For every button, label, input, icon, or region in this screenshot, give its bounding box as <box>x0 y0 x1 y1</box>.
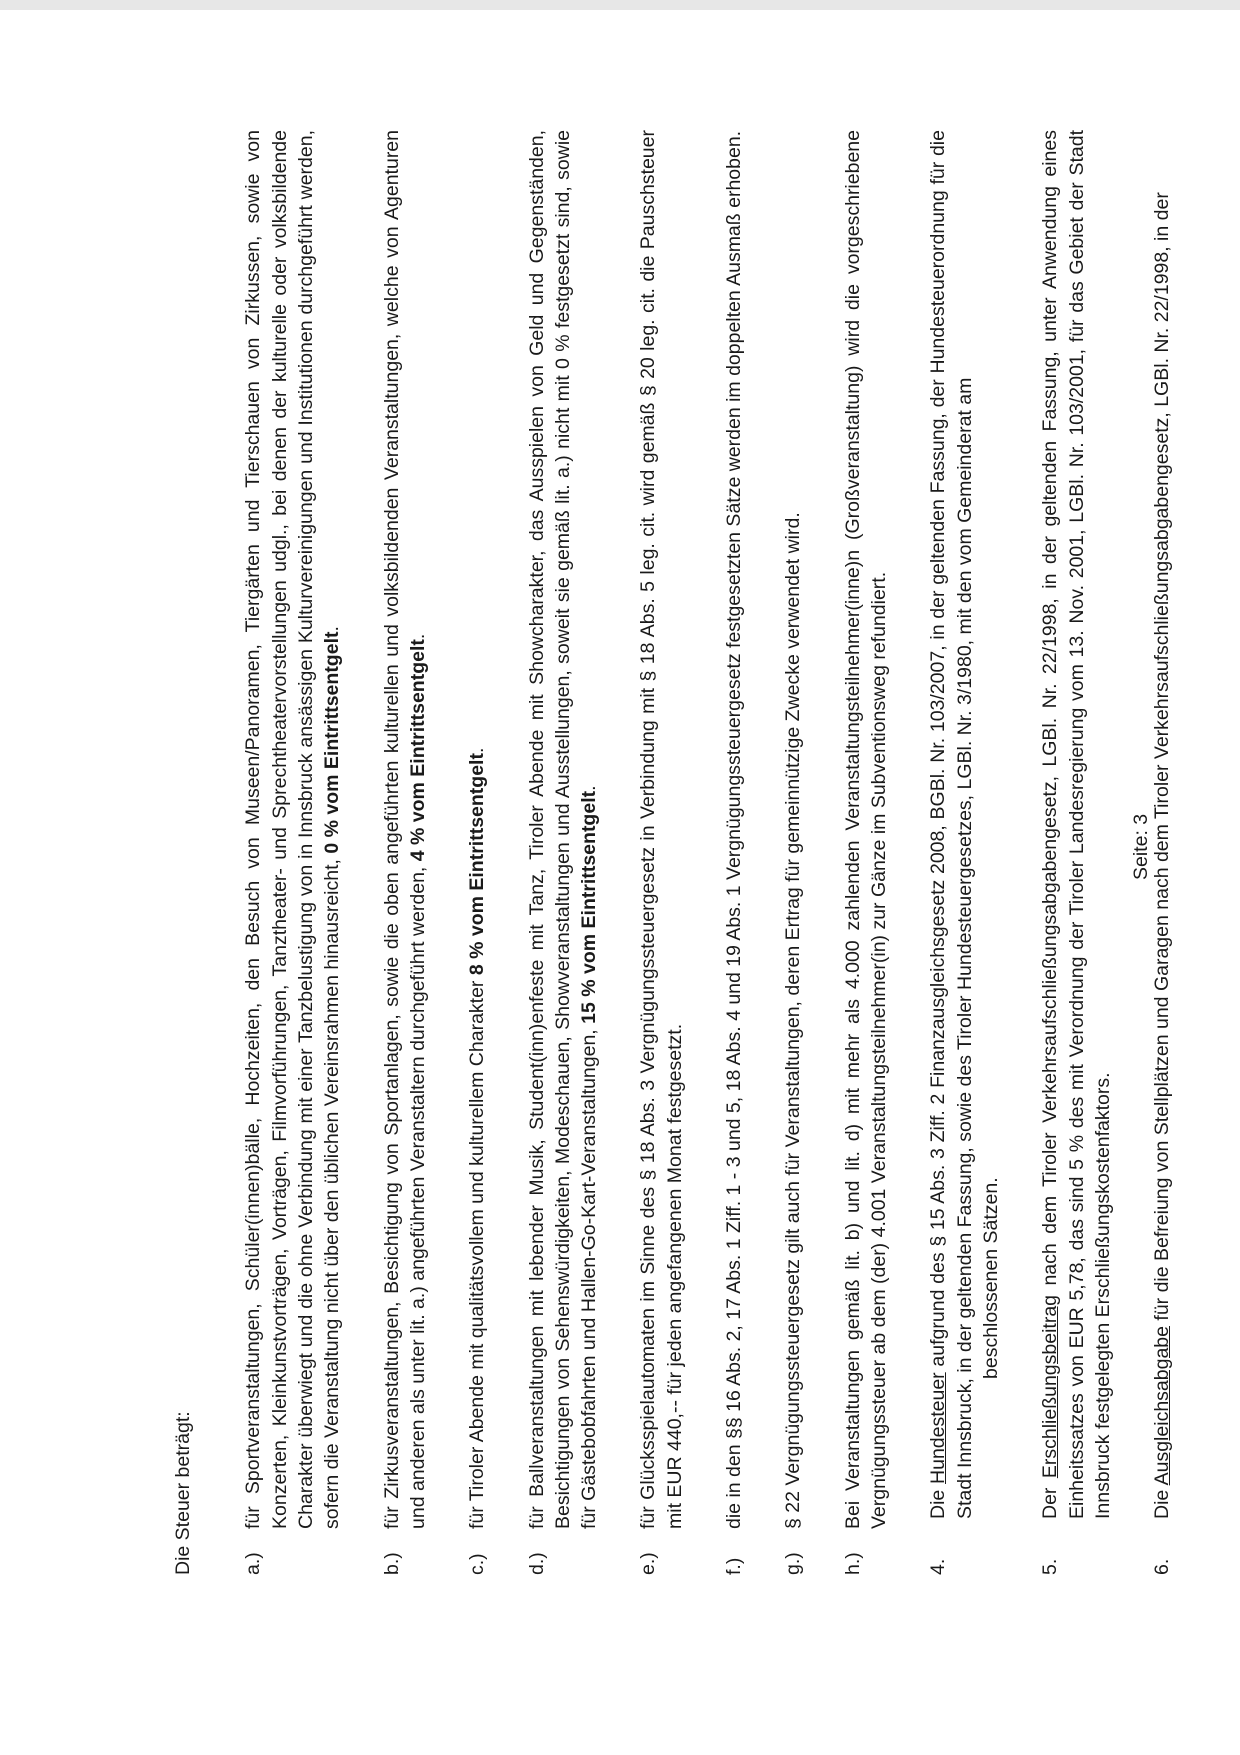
item-number: 5. <box>1039 1558 1062 1575</box>
rate-bold: 0 % vom Eintrittsentgelt <box>321 631 344 854</box>
item-text: die in den §§ 16 Abs. 2, 17 Abs. 1 Ziff. 1 - 3 und 5, 18 Abs. 4 und 19 Abs. 1 Vergnügungssteuergesetz festgesetzten Sätze werden im doppelten Ausmaß erhoben. <box>723 130 746 1529</box>
item-label: e.) <box>637 1552 660 1575</box>
page-number: Seite: 3 <box>1130 813 1152 880</box>
item-label: a.) <box>242 1552 265 1575</box>
list-item-b <box>379 130 432 1575</box>
item-text: Die Hundesteuer aufgrund des § 15 Abs. 3 Ziff. 2 Finanzausgleichsgesetz 2008, BGBl. Nr. 103/2007, in der geltenden Fassung, der Hundesteuerordnung für die Stadt Innsbruck, in der geltenden Fassung, sowie des Tiroler Hundesteuergesetzes, LGBl. Nr. 3/1980, mit den vom Gemeinderat am beschlossenen Sätzen. <box>925 130 1004 1519</box>
rate-bold: 4 % vom Eintrittsentgelt <box>406 639 429 862</box>
item-label: h.) <box>841 1552 864 1575</box>
item-text: für Ballveranstaltungen mit lebender Musik, Student(inn)enfeste mit Tanz, Tiroler Abende mit Showcharakter, das Ausspielen von Geld und Gegenständen, Besichtigungen von Sehenswürdigkeiten, Modeschauen, Showveranstaltungen und Ausstellungen, soweit sie gemäß lit. a.) nicht mit 0 % festgesetzt sind, sowie für Gästebobfahrten und Hallen-Go-Kart-Veranstaltungen, 15 % vom Eintrittsentgelt. <box>525 130 601 1529</box>
item-text: für Zirkusveranstaltungen, Besichtigung von Sportanlagen, sowie die oben angeführten kulturellen und volksbildenden Veranstaltungen, welche von Agenturen und anderen als unter lit. a.) angeführten Veranstaltern durchgeführt werden, 4 % vom Eintrittsentgelt. <box>380 130 429 1529</box>
item-text: § 22 Vergnügungssteuergesetz gilt auch für Veranstaltungen, deren Ertrag für gemeinnützige Zwecke verwendet wird. <box>782 512 805 1529</box>
underlined-term: Hundesteuer <box>927 1372 950 1484</box>
item-text: Die Ausgleichsabgabe für die Befreiung von Stellplätzen und Garagen nach dem Tiroler Verkehrsaufschließungsabgabengesetz, LGBl. Nr. 22/1998, in der <box>1151 192 1174 1519</box>
list-item-h <box>840 130 893 1575</box>
intro-line: Die Steuer beträgt: <box>172 1411 194 1575</box>
numbered-item-5 <box>1037 130 1116 1575</box>
item-label: c.) <box>466 1553 489 1575</box>
list-item-c <box>464 130 490 1575</box>
item-label: d.) <box>525 1552 548 1575</box>
item-number: 4. <box>927 1558 950 1575</box>
item-number: 6. <box>1151 1558 1174 1575</box>
list-item-e <box>635 130 688 1575</box>
item-label: f.) <box>723 1557 746 1575</box>
item-text: Bei Veranstaltungen gemäß lit. b) und lit. d) mit mehr als 4.000 zahlenden Veranstaltungsteilnehmer(inne)n (Großveranstaltung) wird die vorgeschriebene Vergnügungssteuer ab dem (der) 4.001 Veranstaltungsteilnehmer(in) zur Gänze im Subventionsweg refundiert. <box>841 130 890 1529</box>
item-text: für Tiroler Abende mit qualitätsvollem und kulturellem Charakter 8 % vom Eintrittsentgelt. <box>466 747 489 1529</box>
scan-border <box>0 0 1240 10</box>
rate-bold: 15 % vom Eintrittsentgelt <box>578 790 601 1024</box>
list-item-a <box>240 130 345 1575</box>
numbered-item-4 <box>925 130 1004 1575</box>
indented-continuation: beschlossenen Sätzen. <box>979 1177 1002 1379</box>
item-text: Der Erschließungsbeitrag nach dem Tiroler Verkehrsaufschließungsabgabengesetz, LGBl. Nr. 22/1998, in der geltenden Fassung, unter Anwendung eines Einheitssatzes von EUR 5,78, das sind 5 % des mit Verordnung der Tiroler Landesregierung vom 13. Nov. 2001, LGBl. Nr. 103/2001, für das Gebiet der Stadt Innsbruck festgelegten Erschließungskostenfaktors. <box>1039 130 1114 1519</box>
list-item-f <box>721 130 747 1575</box>
item-text: für Sportveranstaltungen, Schüler(innen)bälle, Hochzeiten, den Besuch von Museen/Panoramen, Tiergärten und Tierschauen von Zirkussen, sowie von Konzerten, Kleinkunstvorträgen, Vorträgen, Filmvorführungen, Tanztheater- und Sprechtheatervorstellungen udgl., bei denen der kulturelle oder volksbildende Charakter überwiegt und die ohne Verbindung mit einer Tanzbelustigung von in Innsbruck ansässigen Kulturvereinigungen und Institutionen durchgeführt werden, sofern die Veranstaltung nicht über den üblichen Vereinsrahmen hinausreicht, 0 % vom Eintrittsentgelt. <box>242 130 344 1529</box>
document-page <box>170 130 1209 1575</box>
item-text: für Glücksspielautomaten im Sinne des § 18 Abs. 3 Vergnügungssteuergesetz in Verbindung mit § 18 Abs. 5 leg. cit. wird gemäß § 20 leg. cit. die Pauschsteuer mit EUR 440,-- für jeden angefangenen Monat festgesetzt. <box>637 130 686 1529</box>
rate-bold: 8 % vom Eintrittsentgelt <box>466 753 489 976</box>
list-item-g <box>780 130 806 1575</box>
list-item-d <box>524 130 603 1575</box>
underlined-term: Erschließungsbeitrag <box>1039 1294 1062 1479</box>
underlined-term: Ausgleichsabgabe <box>1151 1326 1174 1486</box>
numbered-item-6 <box>1149 130 1175 1575</box>
item-label: g.) <box>782 1552 805 1575</box>
item-label: b.) <box>380 1552 403 1575</box>
